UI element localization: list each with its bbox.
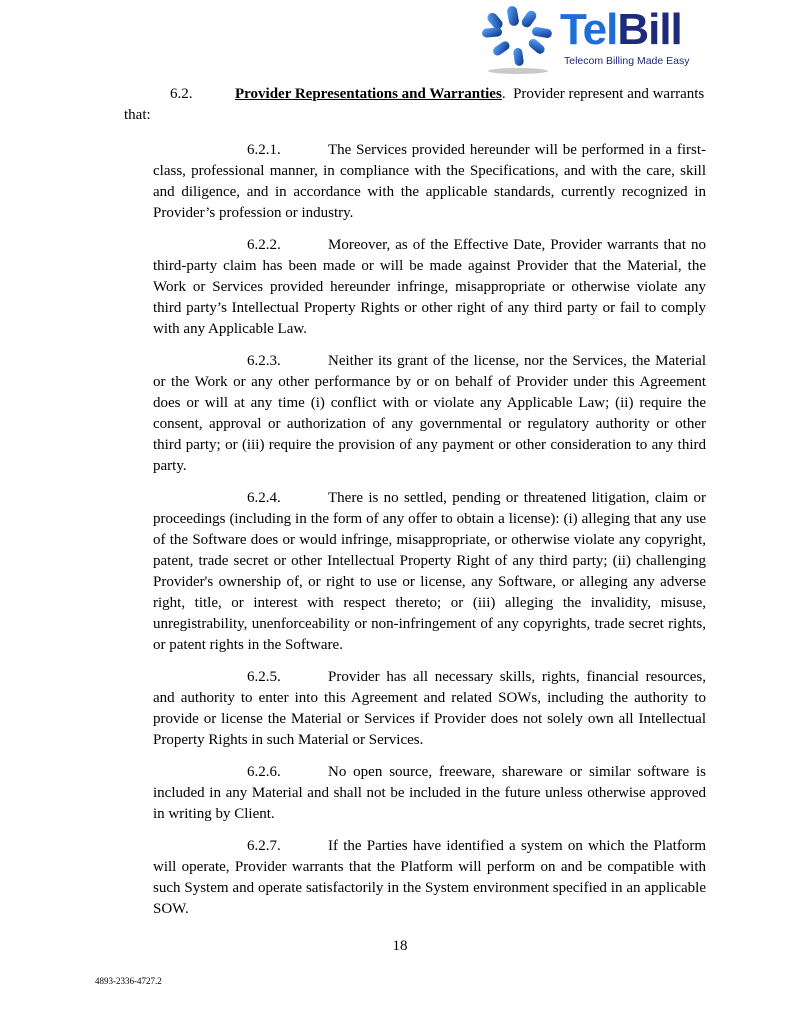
clause-text: Provider has all necessary skills, rights, financial resources, and authority to enter into this Agreement and related SOWs, including the authority to provide or license the Material or Services if Provider does not solely own all Intellectual Property Rights in such Material or Services.	[153, 669, 706, 748]
logo-wordmark	[560, 5, 682, 54]
clause-6-2-7	[153, 836, 706, 920]
section-6-2	[124, 84, 706, 126]
clause-text: The Services provided hereunder will be performed in a first-class, professional manner, in compliance with the Specifications, and with the care, skill and diligence, and in accordance with the applicable standards, currently recognized in Provider’s profession or industry.	[153, 142, 706, 221]
clause-6-2-3	[153, 351, 706, 477]
clause-number: 6.2.5.	[247, 669, 281, 685]
clause-number: 6.2.7.	[247, 838, 281, 854]
clause-number: 6.2.4.	[247, 490, 281, 506]
document-body	[124, 84, 706, 931]
clause-6-2-4	[153, 488, 706, 656]
logo-word-bill: Bill	[617, 5, 682, 54]
clause-text: If the Parties have identified a system on which the Platform will operate, Provider warrants that the Platform will perform on and be compatible with such System and operate satisfactorily in the System environment specified in an applicable SOW.	[153, 838, 706, 917]
section-heading-period: .	[501, 86, 506, 102]
clause-6-2-2	[153, 235, 706, 340]
clause-number: 6.2.2.	[247, 237, 281, 253]
clause-text: No open source, freeware, shareware or similar software is included in any Material and shall not be included in the future unless otherwise approved in writing by Client.	[153, 764, 706, 822]
clause-text: Moreover, as of the Effective Date, Provider warrants that no third-party claim has been made or will be made against Provider that the Material, the Work or Services provided hereunder infringe, misappropriate or otherwise violate any third party’s Intellectual Property Rights or other right of any third party or fail to comply with any Applicable Law.	[153, 237, 706, 337]
logo-tagline: Telecom Billing Made Easy	[564, 55, 690, 67]
section-number: 6.2.	[170, 86, 193, 102]
clause-text: There is no settled, pending or threatened litigation, claim or proceedings (including in the form of any offer to obtain a license): (i) alleging that any use of the Software does or would infringe, misappropriate, or otherwise violate any copyright, patent, trade secret or other Intellectual Property Right of any third party; (ii) challenging Provider's ownership of, or right to use or license, any Software, or alleging any adverse right, title, or interest with respect thereto; or (iii) alleging the invalidity, misuse, unregistrability, unenforceability or non-infringement of any copyrights, trade secret rights, or patent rights in the Software.	[153, 490, 706, 653]
logo-starburst-icon	[478, 4, 560, 74]
clause-6-2-6	[153, 762, 706, 825]
clause-text: Neither its grant of the license, nor the Services, the Material or the Work or any other performance by or on behalf of Provider under this Agreement does or will at any time (i) conflict with or violate any Applicable Law; (ii) require the consent, approval or authorization of any governmental or regulatory authority or other third party; or (iii) require the provision of any payment or other consideration to any third party.	[153, 353, 706, 474]
telbill-logo	[478, 4, 700, 74]
clause-number: 6.2.6.	[247, 764, 281, 780]
section-intro: Provider represent and warrants that:	[124, 86, 705, 123]
page-number: 18	[392, 938, 408, 954]
document-id: 4893-2336-4727.2	[95, 976, 162, 986]
clause-6-2-5	[153, 667, 706, 751]
clause-6-2-1	[153, 140, 706, 224]
logo-word-tel: Tel	[560, 5, 618, 54]
clause-number: 6.2.3.	[247, 353, 281, 369]
section-heading: Provider Representations and Warranties	[235, 86, 502, 102]
clause-number: 6.2.1.	[247, 142, 281, 158]
